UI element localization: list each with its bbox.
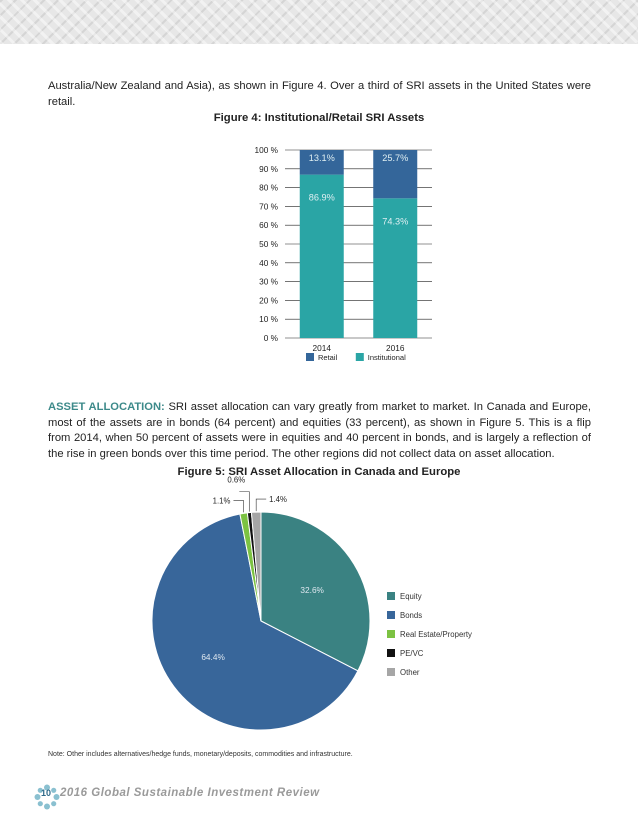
y-tick-label: 70 %	[259, 201, 278, 212]
chart-legend	[306, 353, 406, 362]
y-tick-label: 100 %	[254, 145, 278, 155]
x-tick-label: 2016	[386, 343, 405, 353]
pie-label: 0.6%	[227, 475, 246, 485]
asset-allocation-heading: ASSET ALLOCATION:	[48, 401, 165, 414]
y-tick-label: 20 %	[259, 295, 278, 306]
pie-slices	[152, 512, 370, 730]
y-tick-label: 0 %	[263, 333, 278, 343]
header-pattern-band	[0, 0, 638, 44]
pie-legend	[387, 592, 472, 677]
pie-leader-line	[256, 499, 266, 511]
figure-4-chart	[240, 138, 440, 373]
y-tick-label: 40 %	[259, 257, 278, 268]
legend-swatch-retail	[306, 353, 314, 361]
legend-label: Equity	[400, 592, 422, 601]
legend-swatch-equity	[387, 592, 395, 600]
pie-label: 32.6%	[300, 584, 324, 595]
legend-label: Retail	[318, 353, 338, 362]
footer-title: 2016 Global Sustainable Investment Review	[60, 787, 320, 799]
legend-label: Other	[400, 668, 420, 677]
y-axis-ticks	[254, 145, 278, 343]
figure-note: Note: Other includes alternatives/hedge funds, monetary/deposits, commodities and infrastructure.	[48, 751, 353, 758]
pie-label: 1.4%	[269, 495, 287, 505]
pie-label: 1.1%	[212, 496, 231, 506]
pie-label: 64.4%	[201, 652, 225, 663]
x-axis-ticks	[313, 343, 405, 353]
legend-swatch-bonds	[387, 611, 395, 619]
pie-leader-line	[239, 492, 249, 512]
asset-allocation-text: SRI asset allocation can vary greatly from market to market. In Canada and Europe, most of the assets are in bonds (64 percent) and equities (33 percent), as shown in Figure 5. This is a flip from 2014, when 50 percent of assets were in equities and 40 percent in bonds, and is largely a reflection of the rise in green bonds over this time period. The other regions did not collect data on asset allocation.	[48, 401, 591, 460]
y-tick-label: 90 %	[259, 163, 278, 174]
asset-allocation-paragraph	[48, 400, 591, 462]
y-tick-label: 10 %	[259, 314, 278, 325]
legend-label: Real Estate/Property	[400, 630, 472, 639]
y-tick-label: 80 %	[259, 182, 278, 193]
legend-swatch-other	[387, 668, 395, 676]
bar-label: 13.1%	[308, 153, 335, 163]
bar-label: 25.7%	[382, 153, 409, 163]
legend-swatch-institutional	[356, 353, 364, 361]
y-tick-label: 30 %	[259, 276, 278, 287]
legend-label: Bonds	[400, 611, 423, 620]
figure-4-title: Figure 4: Institutional/Retail SRI Assets	[213, 112, 425, 124]
figure-5-chart	[140, 475, 520, 744]
legend-swatch-real-estate-property	[387, 630, 395, 638]
intro-paragraph: Australia/New Zealand and Asia), as shown in Figure 4. Over a third of SRI assets in the United States were retail.	[48, 80, 591, 108]
x-tick-label: 2014	[312, 343, 331, 353]
figure-5-title: Figure 5: SRI Asset Allocation in Canada and Europe	[177, 466, 461, 478]
pie-leader-line	[233, 500, 243, 512]
y-tick-label: 50 %	[259, 239, 278, 249]
bar-label: 74.3%	[382, 216, 409, 227]
legend-label: Institutional	[367, 353, 406, 362]
page-number: 10	[40, 788, 51, 798]
legend-label: PE/VC	[400, 649, 424, 658]
y-tick-label: 60 %	[259, 220, 278, 231]
legend-swatch-pe-vc	[387, 649, 395, 657]
bar-label: 86.9%	[308, 192, 335, 203]
